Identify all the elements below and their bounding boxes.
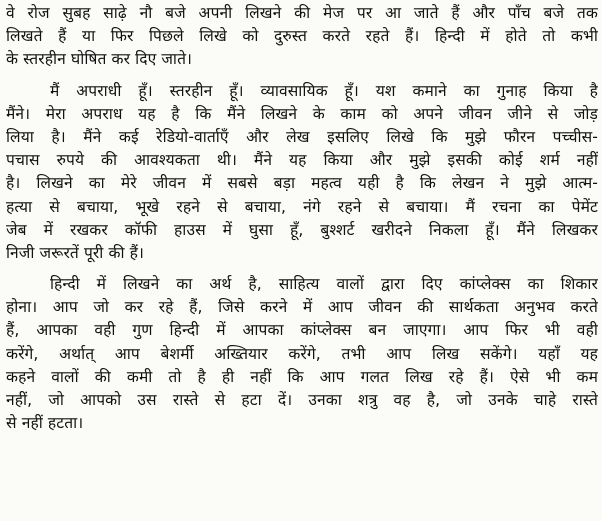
text-line: के स्तरहीन घोषित कर दिए जाते। <box>6 50 193 69</box>
text-line: होना। आप जो कर रहे हैं, जिसे करने में आप जीवन की सार्थकता अनुभव करते <box>6 298 598 317</box>
text-line: निजी जरूरतें पूरी की हैं। <box>6 243 145 262</box>
text-block <box>6 2 598 435</box>
text-line: हिन्दी में लिखने का अर्थ है, साहित्य वालों द्वारा दिए कांप्लेक्स का शिकार <box>50 275 598 294</box>
paragraph-3 <box>6 273 598 435</box>
text-line: पचास रुपये की आवश्यकता थी। मैंने यह किया और मुझे इसकी कोई शर्म नहीं <box>6 151 598 170</box>
text-line: है। लिखने का मेरे जीवन में सबसे बड़ा महत्व यही है कि लेखन ने मुझे आत्म- <box>6 174 598 193</box>
text-line: से नहीं हटता। <box>6 414 84 433</box>
paragraph-1 <box>6 2 598 72</box>
text-line: कहने वालों की कमी तो है ही नहीं कि आप गलत लिख रहे हैं। ऐसे भी कम <box>6 367 598 386</box>
text-line: जेब में रखकर कॉफी हाउस में घुसा हूँ, बुश्शर्ट खरीदने निकला हूँ। मैंने लिखकर <box>6 220 598 239</box>
text-line: हत्या से बचाया, भूखे रहने से बचाया, नंगे रहने से बचाया। मैं रचना का पेमेंट <box>6 197 598 216</box>
text-line: मैं अपराधी हूँ। स्तरहीन हूँ। व्यावसायिक हूँ। यश कमाने का गुनाह किया है <box>50 81 598 100</box>
text-line: हैं, आपका वही गुण हिन्दी में आपका कांप्लेक्स बन जाएगा। आप फिर भी वही <box>6 321 598 340</box>
paragraph-2 <box>6 80 598 266</box>
text-line: करेंगे, अर्थात् आप बेशर्मी अख्तियार करेंगे, तभी आप लिख सकेंगे। यहाँ यह <box>6 344 598 363</box>
text-line: लिखते हैं या फिर पिछले लिखे को दुरुस्त करते रहते हैं। हिन्दी में होते तो कभी <box>6 27 598 46</box>
text-line: नहीं, जो आपको उस रास्ते से हटा दें। उनका शत्रु वह है, जो उनके चाहे रास्ते <box>6 391 598 409</box>
text-line: मैंने। मेरा अपराध यह है कि मैंने लिखने के काम को अपने जीवन जीने से जोड़ <box>6 104 598 123</box>
paragraph-gap <box>6 265 598 273</box>
text-line: वे रोज सुबह साढ़े नौ बजे अपनी लिखने की मेज पर आ जाते हैं और पाँच बजे तक <box>6 4 598 22</box>
paragraph-gap <box>6 72 598 80</box>
text-line: लिया है। मैंने कई रेडियो-वार्ताएँ और लेख इसलिए लिखे कि मुझे फौरन पच्चीस- <box>6 127 598 146</box>
